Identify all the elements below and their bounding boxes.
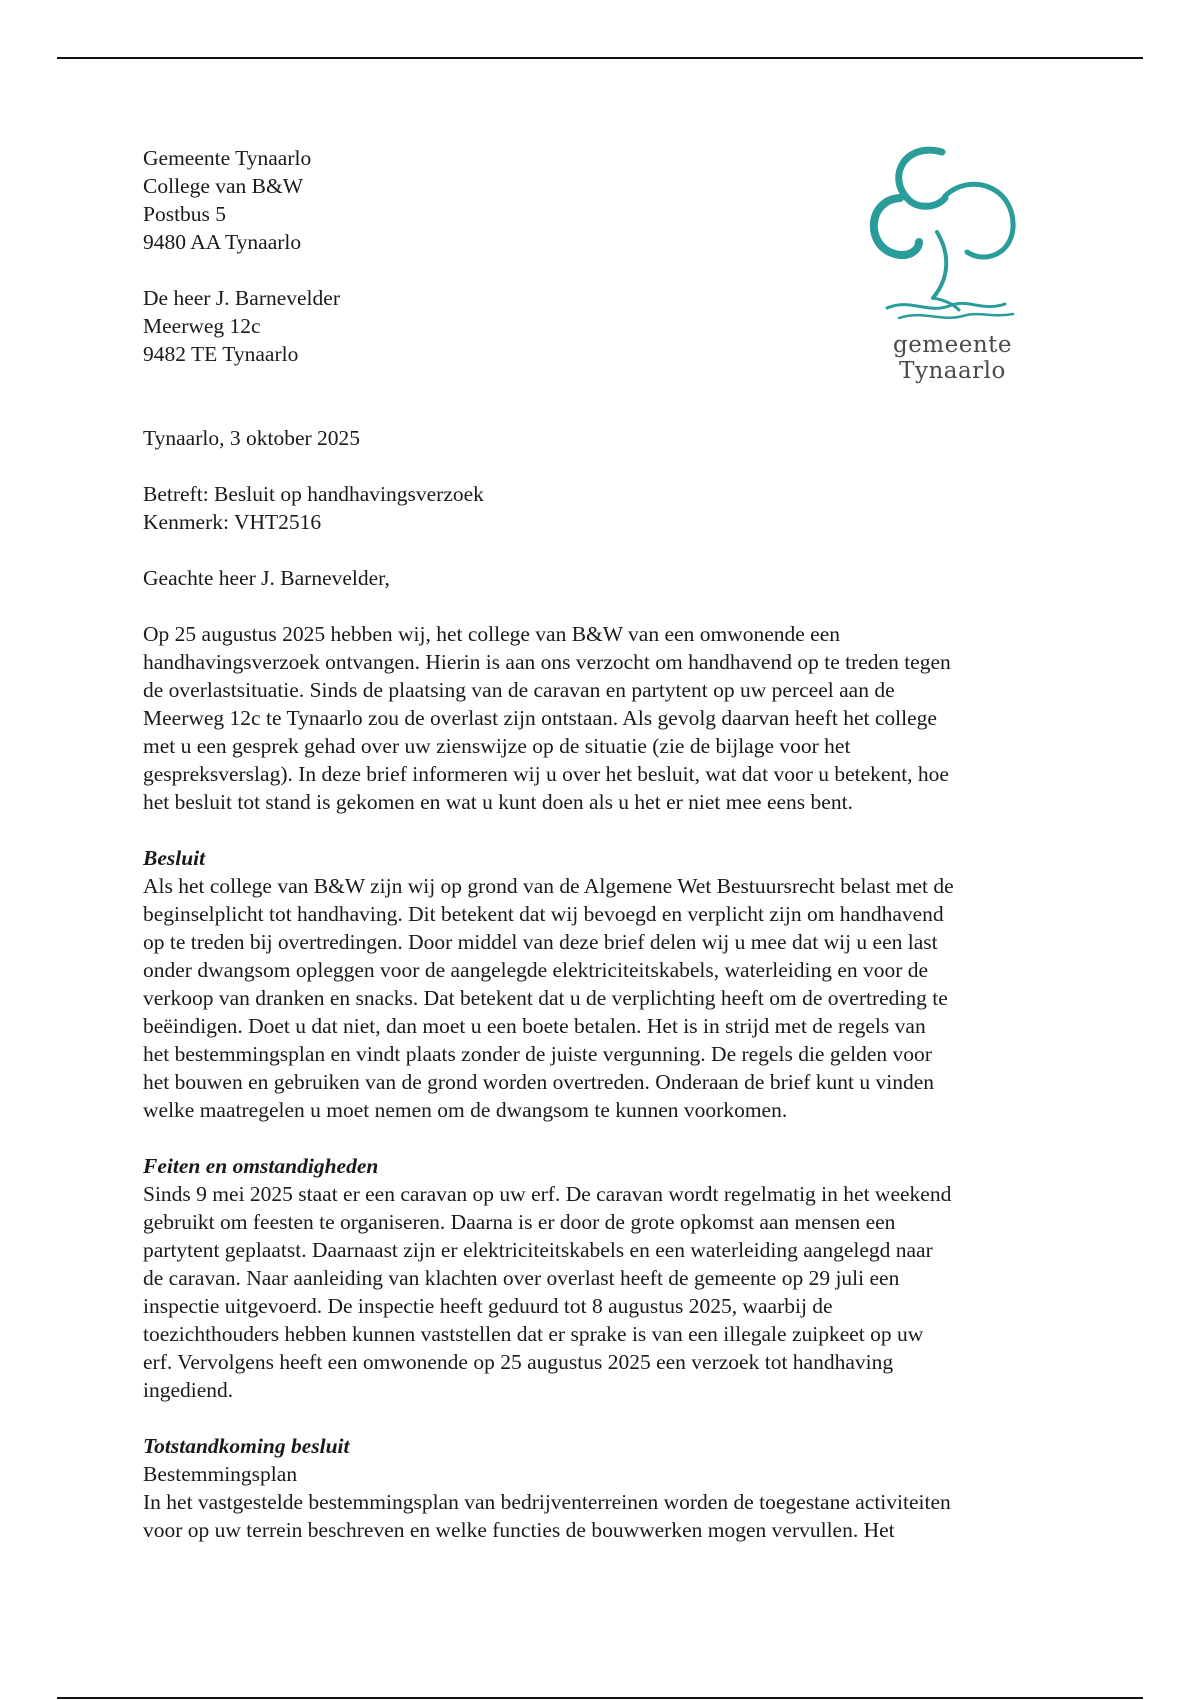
paragraph-line: partytent geplaatst. Daarnaast zijn er elektriciteitskabels en een waterleiding aangelegd naar xyxy=(143,1238,933,1262)
section-heading: Feiten en omstandigheden xyxy=(143,1154,379,1178)
salutation xyxy=(143,564,1063,592)
paragraph-line: de overlastsituatie. Sinds de plaatsing van de caravan en partytent op uw perceel aan de xyxy=(143,678,895,702)
paragraph-line: het bouwen en gebruiken van de grond worden overtreden. Onderaan de brief kunt u vinden xyxy=(143,1070,935,1094)
reference-line: Kenmerk: VHT2516 xyxy=(143,510,322,534)
paragraph-line: toezichthouders hebben kunnen vaststellen dat er sprake is van een illegale zuipkeet op uw xyxy=(143,1322,924,1346)
paragraph-line: de caravan. Naar aanleiding van klachten over overlast heeft de gemeente op 29 juli een xyxy=(143,1266,900,1290)
section-besluit xyxy=(143,844,1063,1124)
paragraph-line: Als het college van B&W zijn wij op grond van de Algemene Wet Bestuursrecht belast met de xyxy=(143,874,954,898)
recipient-address xyxy=(143,284,1063,368)
paragraph-line: op te treden bij overtredingen. Door middel van deze brief delen wij u mee dat wij u een last xyxy=(143,930,938,954)
logo-text: gemeente Tynaarlo xyxy=(892,332,1013,384)
section-heading: Totstandkoming besluit xyxy=(143,1434,350,1458)
section-feiten xyxy=(143,1152,1063,1404)
paragraph-line: beëindigen. Doet u dat niet, dan moet u een boete betalen. Het is in strijd met de regels van xyxy=(143,1014,926,1038)
paragraph-line: voor op uw terrein beschreven en welke functies de bouwwerken mogen vervullen. Het xyxy=(143,1518,895,1542)
section-totstandkoming xyxy=(143,1432,1063,1544)
paragraph-line: het bestemmingsplan en vindt plaats zonder de juiste vergunning. De regels die gelden voor xyxy=(143,1042,932,1066)
paragraph-line: Sinds 9 mei 2025 staat er een caravan op uw erf. De caravan wordt regelmatig in het weekend xyxy=(143,1182,952,1206)
paragraph-line: welke maatregelen u moet nemen om de dwangsom te kunnen voorkomen. xyxy=(143,1098,788,1122)
paragraph-line: Meerweg 12c te Tynaarlo zou de overlast zijn ontstaan. Als gevolg daarvan heeft het college xyxy=(143,706,937,730)
paragraph-line: erf. Vervolgens heeft een omwonende op 25 augustus 2025 een verzoek tot handhaving xyxy=(143,1350,894,1374)
bottom-rule xyxy=(57,1697,1143,1699)
paragraph-line: ingediend. xyxy=(143,1378,234,1402)
salutation-text: Geachte heer J. Barnevelder, xyxy=(143,566,390,590)
paragraph-line: inspectie uitgevoerd. De inspectie heeft geduurd tot 8 augustus 2025, waarbij de xyxy=(143,1294,833,1318)
letter-date xyxy=(143,424,1063,452)
address-line: 9482 TE Tynaarlo xyxy=(143,342,299,366)
paragraph-line: met u een gesprek gehad over uw zienswijze op de situatie (zie de bijlage voor het xyxy=(143,734,851,758)
address-line: De heer J. Barnevelder xyxy=(143,286,340,310)
paragraph-line: gespreksverslag). In deze brief informeren wij u over het besluit, wat dat voor u betekent, hoe xyxy=(143,762,949,786)
address-line: Gemeente Tynaarlo xyxy=(143,146,312,170)
letter-body xyxy=(143,144,1063,1544)
address-line: College van B&W xyxy=(143,174,304,198)
intro-paragraph xyxy=(143,620,1063,816)
paragraph-line: Op 25 augustus 2025 hebben wij, het college van B&W van een omwonende een xyxy=(143,622,840,646)
paragraph-line: het besluit tot stand is gekomen en wat u kunt doen als u het er niet mee eens bent. xyxy=(143,790,853,814)
paragraph-line: onder dwangsom opleggen voor de aangelegde elektriciteitskabels, waterleiding en voor de xyxy=(143,958,929,982)
date-text: Tynaarlo, 3 oktober 2025 xyxy=(143,426,361,450)
subject-line: Betreft: Besluit op handhavingsverzoek xyxy=(143,482,484,506)
paragraph-line: In het vastgestelde bestemmingsplan van bedrijventerreinen worden de toegestane activiteiten xyxy=(143,1490,951,1514)
sender-address xyxy=(143,144,1063,256)
paragraph-line: verkoop van dranken en snacks. Dat betekent dat u de verplichting heeft om de overtreding te xyxy=(143,986,948,1010)
top-rule xyxy=(57,57,1143,59)
address-line: Postbus 5 xyxy=(143,202,227,226)
paragraph-line: handhavingsverzoek ontvangen. Hierin is aan ons verzocht om handhavend op te treden tegen xyxy=(143,650,951,674)
address-line: 9480 AA Tynaarlo xyxy=(143,230,302,254)
address-line: Meerweg 12c xyxy=(143,314,261,338)
paragraph-line: beginselplicht tot handhaving. Dit betekent dat wij bevoegd en verplicht zijn om handhavend xyxy=(143,902,944,926)
subsection-heading: Bestemmingsplan xyxy=(143,1462,298,1486)
subject-block xyxy=(143,480,1063,536)
paragraph-line: gebruikt om feesten te organiseren. Daarna is er door de grote opkomst aan mensen een xyxy=(143,1210,896,1234)
section-heading: Besluit xyxy=(143,846,206,870)
